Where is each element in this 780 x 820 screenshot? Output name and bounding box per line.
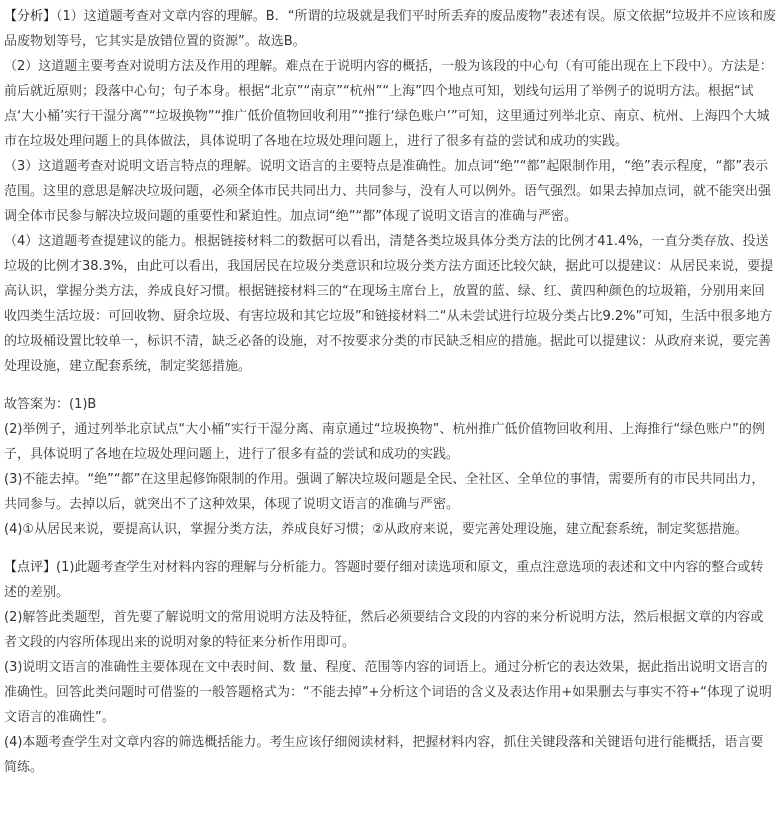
comment-item-1-text: (1)此题考查学生对材料内容的理解与分析能力。答题时要仔细对读选项和原文，重点注意选项的表述和文中内容的整合或转述的差别。 [4, 560, 764, 600]
comment-item-3: (3)说明文语言的准确性主要体现在文中表时间、数 量、程度、范围等内容的词语上。通过分析它的表达效果，据此指出说明文语言的准确性。回答此类问题时可借鉴的一般答题格式为：“不能去掉”+分析这个词语的含义及表达作用+如果删去与事实不符+“体现了说明文语言的准确性”。 [4, 660, 772, 725]
analysis-section [4, 4, 776, 379]
section-spacer [4, 542, 776, 555]
answer-item-2: (2)举例子，通过列举北京试点“大小桶”实行干湿分离、南京通过“垃圾换物”、杭州推广低价值物回收利用、上海推行“绿色账户”的例子，具体说明了各地在垃圾处理问题上，进行了很多有益的尝试和成功的实践。 [4, 422, 765, 462]
analysis-item-3: （3）这道题考查对说明文语言特点的理解。说明文语言的主要特点是准确性。加点词“绝”“都”起限制作用，“绝”表示程度，“都”表示范围。这里的意思是解决垃圾问题，必须全体市民共同出力、共同参与，没有人可以例外。语气强烈。如果去掉加点词，就不能突出强调全体市民参与解决垃圾问题的重要性和紧迫性。加点词“绝”“都”体现了说明文语言的准确与严密。 [4, 159, 772, 224]
comment-section [4, 555, 776, 780]
answer-item-1: 故答案为：(1)B [4, 397, 97, 412]
analysis-item-1 [4, 4, 776, 54]
analysis-item-1-text: （1）这道题考查对文章内容的理解。B．“所谓的垃圾就是我们平时所丢弃的废品废物”表述有误。原文依据“垃圾并不应该和废品废物划等号，它其实是放错位置的资源”。故选B。 [4, 9, 776, 49]
analysis-item-4: （4）这道题考查提建议的能力。根据链接材料二的数据可以看出，清楚各类垃圾具体分类方法的比例才41.4%，一直分类存放、投送垃圾的比例才38.3%，由此可以看出，我国居民在垃圾分类意识和垃圾分类方法方面还比较欠缺，据此可以提建议：从居民来说，要提高认识，掌握分类方法，养成良好习惯。根据链接材料三的“在现场主席台上，放置的蓝、绿、红、黄四种颜色的垃圾箱，分别用来回收四类生活垃圾：可回收物、厨余垃圾、有害垃圾和其它垃圾”和链接材料二“从未尝试进行垃圾分类占比9.2%”可知，生活中很多地方的垃圾桶设置比较单一，标识不清，缺乏必备的设施，对不按要求分类的市民缺乏相应的措施。据此可以提建议：从政府来说，要完善处理设施，建立配套系统，制定奖惩措施。 [4, 234, 774, 374]
comment-item-1 [4, 555, 776, 605]
answer-item-3: (3)不能去掉。“绝”“都”在这里起修饰限制的作用。强调了解决垃圾问题是全民、全社区、全单位的事情，需要所有的市民共同出力，共同参与。去掉以后，就突出不了这种效果，体现了说明文语言的准确与严密。 [4, 472, 765, 512]
comment-item-4: (4)本题考查学生对文章内容的筛选概括能力。考生应该仔细阅读材料，把握材料内容，抓住关键段落和关键语句进行能概括，语言要简练。 [4, 735, 764, 775]
answer-item-4: (4)①从居民来说，要提高认识，掌握分类方法，养成良好习惯；②从政府来说，要完善处理设施，建立配套系统，制定奖惩措施。 [4, 522, 748, 537]
comment-tag: 【点评】 [4, 560, 57, 575]
analysis-tag: 【分析】 [4, 9, 57, 24]
analysis-item-2: （2）这道题主要考查对说明方法及作用的理解。难点在于说明内容的概括，一般为该段的中心句（有可能出现在上下段中）。方法是：前后就近原则；段落中心句；句子本身。根据“北京”“南京”“杭州”“上海”四个地点可知，划线句运用了举例子的说明方法。根据“试点‘大小桶’实行干湿分离”“垃圾换物”“推广低价值物回收利用”“推行‘绿色账户’”可知，这里通过列举北京、南京、杭州、上海四个大城市在垃圾处理问题上的具体做法，具体说明了各地在垃圾处理问题上，进行了很多有益的尝试和成功的实践。 [4, 59, 773, 149]
comment-item-2: (2)解答此类题型，首先要了解说明文的常用说明方法及特征，然后必须要结合文段的内容的来分析说明方法，然后根据文章的内容或者文段的内容所体现出来的说明对象的特征来分析作用即可。 [4, 610, 764, 650]
answer-section [4, 392, 776, 542]
section-spacer [4, 379, 776, 392]
